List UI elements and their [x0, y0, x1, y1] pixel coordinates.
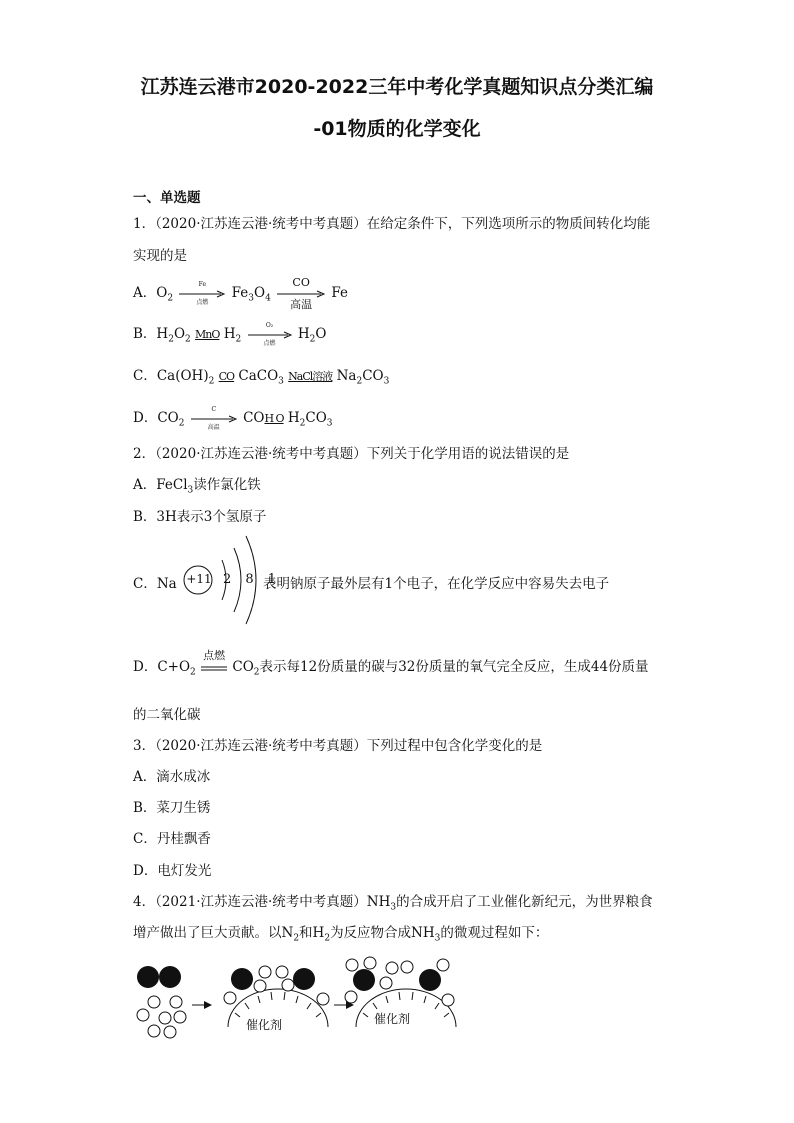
synthesis-micro-diagram	[130, 955, 460, 1045]
q2-option-a: A．FeCl$_3$读作氯化铁	[133, 477, 261, 496]
q1-option-a: A．$O_2$ Fe 点燃 $Fe_3O_4$ CO 高温 Fe	[133, 275, 349, 311]
q2-option-d-cont: 的二氧化碳	[133, 707, 201, 723]
q2-option-c-text: 表明钠原子最外层有1个电子，在化学反应中容易失去电子	[263, 576, 610, 592]
q3-option-c: C．丹桂飘香	[133, 831, 211, 847]
doc-title-line2: -01物质的化学变化	[313, 118, 481, 140]
reaction-arrow: CO 高温	[277, 290, 325, 298]
q3-option-d: D．电灯发光	[133, 863, 212, 879]
q4-stem1: 4．（2021·江苏连云港·统考中考真题）$NH_3$的合成开启了工业催化新纪元，为世界粮食	[133, 894, 653, 913]
section-heading: 一、单选题	[133, 190, 201, 206]
catalyst-label-2: 催化剂	[374, 1012, 411, 1026]
q2-option-c: C．Na	[133, 576, 177, 592]
q2-option-b: B．3H表示3个氢原子	[133, 509, 267, 525]
reaction-arrow: C 高温	[191, 415, 237, 423]
doc-title-line1: 江苏连云港市2020-2022三年中考化学真题知识点分类汇编	[140, 76, 654, 98]
q3-stem: 3．（2020·江苏连云港·统考中考真题）下列过程中包含化学变化的是	[133, 738, 543, 754]
q1-option-c: C．$Ca(OH)_2$ CO CaCO$_3$ NaCl溶液 $Na_2CO_3$	[133, 368, 390, 387]
reaction-arrow: O₂ 点燃	[248, 331, 292, 339]
q3-option-b: B．菜刀生锈	[133, 800, 211, 816]
q1-stem2: 实现的是	[133, 248, 187, 264]
q2-stem: 2．（2020·江苏连云港·统考中考真题）下列关于化学用语的说法错误的是	[133, 446, 570, 462]
equals-sign: 点燃	[203, 648, 226, 662]
q3-option-a: A．滴水成冰	[133, 769, 211, 785]
q4-stem2: 增产做出了巨大贡献。以$N_2$和$H_2$为反应物合成$NH_3$的微观过程如下：	[133, 925, 549, 944]
q1-option-b: B．$H_2O_2$ MnO $H_2$ O₂ 点燃 $H_2O$	[133, 321, 327, 347]
reaction-arrow: Fe 点燃	[179, 290, 225, 298]
q1-option-d: D．$CO_2$ C 高温 COH O $H_2CO_3$	[133, 405, 333, 431]
q1-stem: 1．（2020·江苏连云港·统考中考真题）在给定条件下，下列选项所示的物质间转化均能	[133, 216, 651, 232]
electron-shells: 2 8 1	[223, 572, 282, 587]
catalyst-label-1: 催化剂	[246, 1018, 283, 1032]
atom-nucleus: +11	[186, 572, 212, 586]
q2-option-d: D．$C+O_2$ 点燃 $CO_2$表示每12份质量的碳与32份质量的氧气完全反应，生成44份质量	[133, 648, 649, 678]
